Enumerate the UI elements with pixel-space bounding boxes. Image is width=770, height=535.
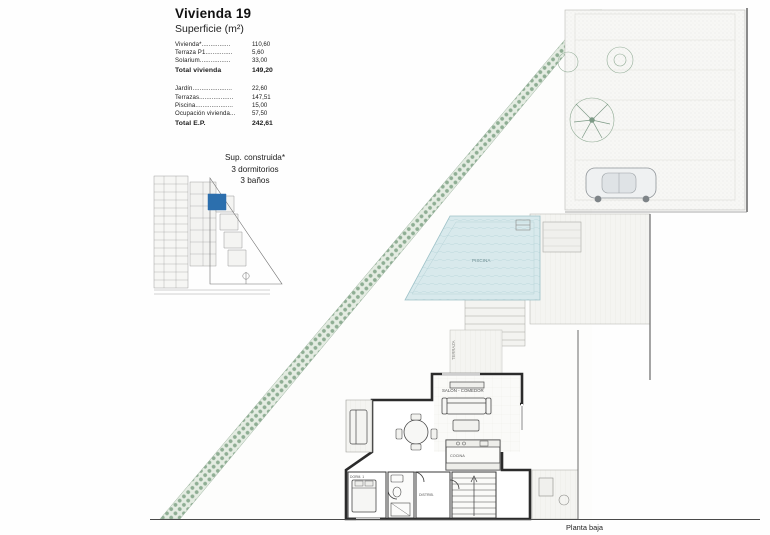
area-label: Terraza P1 (175, 48, 206, 56)
total-value: 242,61 (252, 120, 273, 128)
area-label: Terrazas (175, 93, 200, 101)
total-value: 149,20 (252, 67, 273, 75)
area-value: 57,50 (252, 110, 268, 117)
outdoor-sofa-symbol (350, 410, 367, 444)
room-label-hall: DISTRIB. (419, 493, 434, 497)
floor-label: Planta baja (566, 523, 603, 532)
area-label: Jardín (175, 85, 193, 93)
construida-line-2: 3 dormitorios (231, 164, 279, 174)
leader-dots: ............... (205, 48, 233, 56)
kitchen-area (446, 440, 500, 470)
area-value: 110,60 (252, 40, 271, 48)
area-label: Piscina (175, 101, 196, 109)
bedroom-area (348, 472, 386, 518)
table-symbol (453, 420, 479, 431)
area-label: Ocupación vivienda (175, 110, 230, 117)
construida-line-3: 3 baños (240, 176, 270, 185)
leader-dots: ...................... (192, 85, 232, 93)
page-title: Vivienda 19 (175, 6, 252, 21)
leader-dots: ................ (201, 40, 231, 48)
room-label-pool: PISCINA (472, 258, 491, 263)
room-label-bedroom: DORM. 1 (350, 475, 365, 479)
stairs-symbol (452, 472, 496, 518)
room-label-terrace: TERRAZA (451, 340, 456, 360)
leader-dots: ..................... (195, 101, 234, 109)
area-value: 33,00 (252, 56, 268, 64)
total-label: Total vivienda (175, 67, 222, 75)
ground-line (150, 519, 760, 520)
subtitle: Superficie (m²) (175, 23, 244, 35)
leader-dots: ... (229, 110, 236, 117)
sofa-symbol (442, 398, 491, 414)
floor-plan (150, 0, 770, 535)
area-value: 15,00 (252, 101, 268, 109)
room-label-living: SALÓN - COMEDOR (442, 388, 484, 393)
area-value: 22,60 (252, 85, 268, 93)
total-label: Total E.P. (175, 120, 206, 128)
car-symbol (586, 168, 656, 202)
area-value: 147,51 (252, 93, 271, 101)
area-label: Solarium (175, 56, 200, 64)
construida-line-1: Sup. construida* (224, 153, 286, 162)
tv-unit-symbol (450, 382, 484, 388)
leader-dots: ................... (199, 93, 234, 101)
area-label: Vivienda* (175, 40, 202, 48)
leader-dots: ................. (199, 56, 231, 64)
area-value: 5,60 (252, 48, 264, 56)
bathroom-area (388, 472, 414, 518)
room-label-kitchen: COCINA (450, 454, 465, 458)
